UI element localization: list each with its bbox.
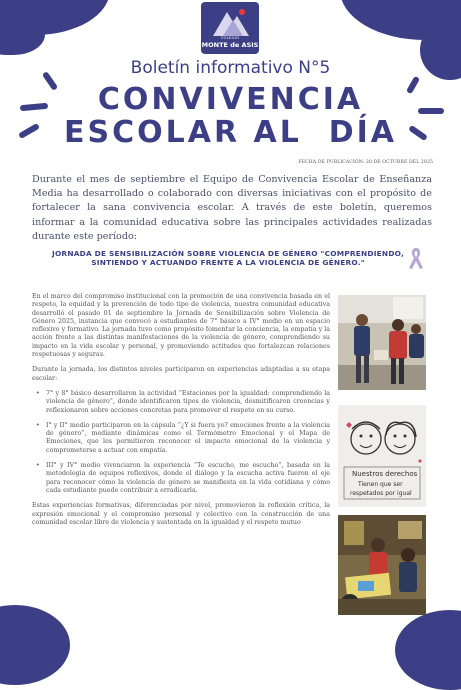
newsletter-title-line1: CONVIVENCIA [97,82,364,117]
drawing-caption-line1: Nuestros derechos [352,470,418,478]
decor-blob-bottom-left [0,605,70,685]
article-body [32,293,330,534]
list-item: • 7° y 8° básico desarrollaron la actividad “Estaciones por la igualdad: comprendiendo la violencia de género”, donde identificaron tipos de violencia, desmitificaron creencias y reflexionaron sobre acciones concretas para promover el respeto en su curso. [46,390,330,415]
section-title: JORNADA DE SENSIBILIZACIÓN SOBRE VIOLENCIA DE GÉNERO "COMPRENDIENDO, SINTIENDO Y ACTUANDO FRENTE A LA VIOLENCIA DE GÉNERO." [52,249,404,267]
photo-classroom-activity [338,515,426,615]
article-paragraph: Estas experiencias formativas, diferenciadas por nivel, promovieron la reflexión crítica, la expresión emocional y el compromiso personal y colectivo con la construcción de una comunidad escolar libre de violencia y sustentada en la igualdad y el respeto mutuo [32,502,330,526]
logo-name: MONTE de ASIS [201,41,259,49]
drawing-caption-line2: Tienen que ser [358,481,403,488]
newsletter-subtitle: Boletín informativo N°5 [130,58,331,78]
intro-paragraph: Durante el mes de septiembre el Equipo de Convivencia Escolar de Enseñanza Media ha desarrollado o colaborado con diversas iniciativas con el propósito de fortalecer la sana convivencia escolar. A través de este boletín, queremos informar a la comunidad educativa sobre las principales actividades realizadas durante este período: [32,174,432,242]
logo-small-text: COLEGIO [220,35,240,40]
decor-blob-bottom-right [395,610,461,690]
photo-students-hallway [338,295,426,390]
drawing-caption-line3: respetados por igual [350,490,412,497]
photo-student-drawing [338,405,426,507]
newsletter-title-line2: ESCOLAR AL DÍA [63,115,397,150]
publication-date: FECHA DE PUBLICACIÓN: 20 DE OCTUBRE DEL 2025 [298,160,433,165]
article-paragraph: En el marco del compromiso institucional con la promoción de una convivencia basada en el respeto, la equidad y la prevención de todo tipo de violencia, nuestra comunidad educativa desarrolló el pasado 01 de septiembre la Jornada de Sensibilización sobre Violencia de Género 2025, instancia que convocó a estudiantes de 7° básico a IV° medio en un espacio reflexivo y formativo. La jornada tuvo como propósito fomentar la conciencia, la empatía y la acción frente a las distintas manifestaciones de la violencia de género, comprendiendo su impacto en la vida escolar y personal, y promoviendo actitudes que fortalezcan relaciones respetuosas y seguras. [32,293,330,359]
awareness-ribbon-icon [408,246,424,270]
mountain-icon [209,6,251,36]
list-item: • I° y II° medio participaron en la cápsula “¿Y si fuera yo? emociones frente a la violencia de género”, mediante dinámicas como el Termómetro Emocional y el Mapa de Emociones, que les permitieron reconocer el impacto emocional de la violencia y comprometerse a actuar con empatía. [46,422,330,455]
activity-list [32,390,330,495]
article-paragraph: Durante la jornada, los distintos niveles participaron en experiencias adaptadas a su etapa escolar: [32,366,330,382]
list-item: • III° y IV° medio vivenciaron la experiencia “Te escucho, me escucho”, basada en la metodología de equipos reflexivos, donde el diálogo y la escucha activa fueron el eje para reconocer cómo la violencia de género se manifiesta en la vida cotidiana y cómo cada estudiante puede contribuir a erradicarla. [46,462,330,495]
school-logo [201,2,259,54]
